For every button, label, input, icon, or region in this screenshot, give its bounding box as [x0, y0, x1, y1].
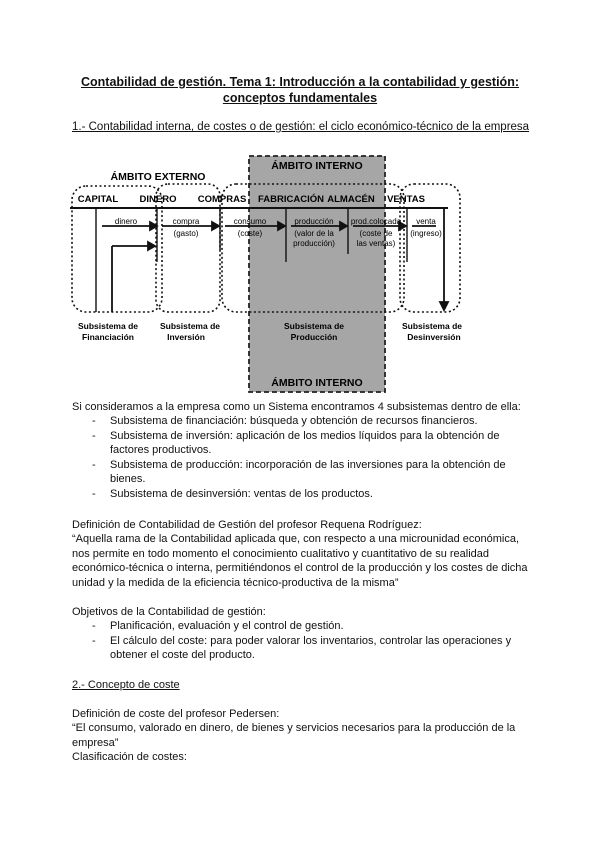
column-almacen: ALMACÉN: [327, 194, 375, 205]
list-item: - Subsistema de inversión: aplicación de los medios líquidos para la obtención de factores productivos.: [92, 429, 532, 458]
cost-definition-quote: “El consumo, valorado en dinero, de bienes y servicios necesarios para la producción de la empresa”: [72, 722, 516, 749]
column-capital: CAPITAL: [77, 194, 119, 205]
ambito-interno-bottom: ÁMBITO INTERNO: [271, 377, 363, 389]
flow-colocada-sub1: (coste de: [359, 229, 393, 238]
cost-definition-heading: Definición de coste del profesor Pedersen:: [72, 708, 280, 720]
subsystem-list: [92, 414, 532, 501]
flow-produccion-sub2: producción): [293, 239, 335, 248]
flow-consumo-sub: (coste): [237, 229, 263, 238]
column-compras: COMPRAS: [197, 194, 247, 205]
flow-compra-label: compra: [172, 217, 200, 226]
flow-consumo-label: consumo: [233, 217, 267, 226]
economic-cycle-diagram: [62, 150, 538, 396]
title-line-2: conceptos fundamentales: [222, 91, 378, 105]
list-item: - Planificación, evaluación y el control de gestión.: [92, 619, 532, 634]
flow-colocada-label: prod.colocada: [350, 217, 402, 226]
subsystem-desinversion-label-1: Subsistema de: [402, 321, 462, 331]
definition-quote: “Aquella rama de la Contabilidad aplicada que, con respecto a una microunidad económica, nos permite en todo momento el conocimiento cualitativo y cuantitativo de su realidad económico-técnica o interna, permitiéndonos el control de la producción y los costes de dicha unidad y la medida de la eficiencia técnico-productiva de la misma”: [72, 533, 528, 589]
column-dinero: DINERO: [139, 194, 177, 205]
definition-heading: Definición de Contabilidad de Gestión del profesor Requena Rodríguez:: [72, 519, 422, 531]
desinversion-return-arrow: [440, 208, 448, 310]
list-item: - El cálculo del coste: para poder valorar los inventarios, controlar las operaciones y obtener el coste del producto.: [92, 634, 532, 663]
list-item: - Subsistema de producción: incorporación de las inversiones para la obtención de bienes.: [92, 458, 532, 487]
subsystem-produccion-label-1: Subsistema de: [284, 321, 344, 331]
flow-produccion-sub1: (valor de la: [294, 229, 334, 238]
ambito-externo-label: ÁMBITO EXTERNO: [110, 171, 206, 183]
title-line-1: Contabilidad de gestión. Tema 1: Introducción a la contabilidad y gestión:: [80, 75, 519, 89]
flow-produccion-label: producción: [294, 217, 334, 226]
flow-colocada-sub2: las ventas): [356, 239, 396, 248]
flow-dinero-label: dinero: [114, 217, 138, 226]
section-1-heading: 1.- Contabilidad interna, de costes o de gestión: el ciclo económico-técnico de la empresa: [72, 121, 530, 133]
subsystem-inversion-label-1: Subsistema de: [160, 321, 220, 331]
document-title: [60, 74, 540, 106]
ambito-interno-top: ÁMBITO INTERNO: [271, 160, 363, 172]
column-ventas: VENTAS: [387, 194, 425, 205]
column-fabricacion: FABRICACIÓN: [258, 194, 324, 205]
list-item: - Subsistema de financiación: búsqueda y obtención de recursos financieros.: [92, 414, 532, 429]
flow-venta-sub: (ingreso): [410, 229, 442, 238]
intro-paragraph: Si consideramos a la empresa como un Sistema encontramos 4 subsistemas dentro de ella:: [72, 401, 521, 413]
flow-compra-sub: (gasto): [173, 229, 199, 238]
classification-heading: Clasificación de costes:: [72, 751, 187, 763]
subsystem-desinversion-label-2: Desinversión: [407, 332, 461, 342]
subsystem-produccion-label-2: Producción: [290, 332, 338, 342]
subsystem-financiacion-label-1: Subsistema de: [78, 321, 138, 331]
flow-venta-label: venta: [416, 217, 436, 226]
section-2-heading: 2.- Concepto de coste: [72, 679, 180, 691]
subsystem-inversion-label-2: Inversión: [167, 332, 205, 342]
financiacion-return-arrow: [112, 242, 155, 312]
subsystem-financiacion-label-2: Financiación: [82, 332, 134, 342]
objectives-heading: Objetivos de la Contabilidad de gestión:: [72, 606, 266, 618]
internal-zone: [249, 156, 385, 392]
objectives-list: [92, 619, 532, 663]
list-item: - Subsistema de desinversión: ventas de los productos.: [92, 487, 532, 502]
